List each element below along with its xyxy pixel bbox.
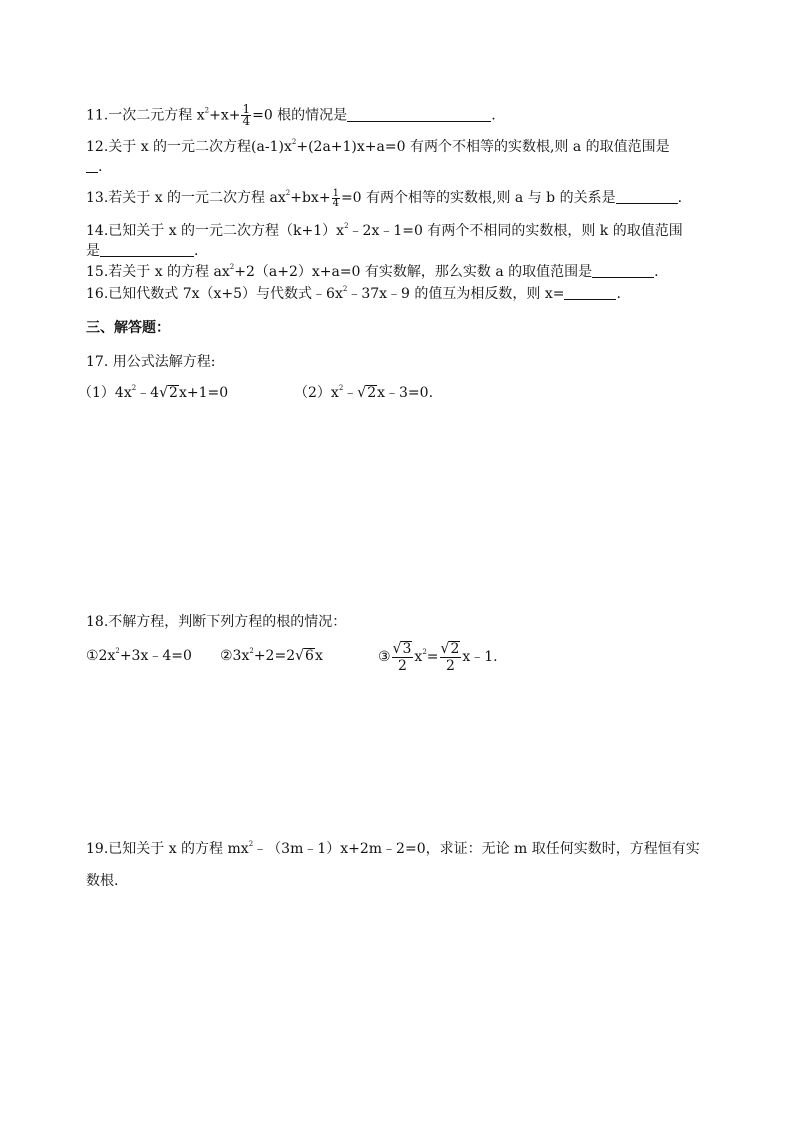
- fraction-denominator: 2: [398, 657, 407, 674]
- q14-text-c: 是: [86, 243, 100, 259]
- fraction: [440, 641, 462, 674]
- q11-text-a: 一次二元方程 x: [108, 107, 205, 124]
- question-19: [86, 839, 700, 859]
- section-heading: 三、解答题：: [86, 320, 170, 336]
- answer-blank[interactable]: [100, 242, 194, 257]
- fraction-numerator: 1: [242, 102, 251, 116]
- q17-p1-a: （1）4x: [78, 385, 132, 401]
- exponent: 2: [338, 384, 344, 392]
- q18-e3-a: ③: [378, 649, 391, 665]
- q19-text-b: ﹣（3m﹣1）x+2m﹣2=0，求证：无论 m 取任何实数时，方程恒有实: [253, 841, 700, 857]
- answer-blank[interactable]: [347, 107, 491, 122]
- q18-e3-c: =: [426, 649, 439, 665]
- q15-text-a: 15.若关于 x 的方程 ax: [86, 264, 230, 280]
- q19-text-a: 19.已知关于 x 的方程 mx: [86, 841, 249, 857]
- question-12: [86, 137, 670, 157]
- fraction-numerator: [392, 641, 414, 658]
- q17-p2-c: x﹣3=0.: [377, 385, 434, 401]
- q11-text-c: =0 根的情况是: [252, 107, 348, 124]
- question-15: [86, 262, 659, 282]
- exponent: 2: [285, 189, 291, 197]
- fraction-numerator: [440, 641, 462, 658]
- q16-text-b: ﹣37x﹣9 的值互为相反数，则 x=: [347, 286, 565, 302]
- q17-p1-c: x+1=0: [178, 385, 229, 401]
- fraction-numerator: 1: [332, 187, 339, 199]
- question-17-part-2: [294, 383, 433, 403]
- q15-end: .: [654, 264, 659, 280]
- q14-text-b: ﹣2x﹣1=0 有两个不相同的实数根，则 k 的取值范围: [348, 223, 683, 239]
- exponent: 2: [229, 263, 235, 271]
- answer-blank[interactable]: [564, 285, 616, 300]
- fraction-denominator: 4: [242, 114, 251, 128]
- question-16: [86, 284, 621, 304]
- exponent: 2: [291, 138, 297, 146]
- exponent: 2: [131, 384, 137, 392]
- answer-blank[interactable]: [616, 189, 678, 204]
- answer-blank[interactable]: [592, 263, 654, 278]
- fraction-denominator: 4: [332, 197, 339, 209]
- question-19-line2: 数根.: [86, 873, 119, 889]
- q12-end: .: [98, 159, 103, 175]
- question-18-eq-2: [220, 646, 323, 666]
- exponent: 2: [115, 647, 120, 655]
- q17-p2-b: ﹣: [343, 385, 358, 401]
- exponent: 2: [342, 285, 348, 293]
- q14-end: .: [194, 243, 199, 259]
- exponent: 2: [248, 840, 254, 848]
- q18-e1-b: +3x﹣4=0: [119, 648, 192, 664]
- q13-text-b: +bx+: [290, 190, 331, 206]
- q11-end: .: [491, 107, 496, 124]
- question-18-eq-1: [86, 646, 192, 666]
- q12-text-a: 12.关于 x 的一元二次方程(a-1)x: [86, 139, 292, 155]
- question-13: [86, 188, 682, 208]
- sqrt-symbol: √2: [357, 384, 377, 402]
- q18-e2-c: x: [314, 648, 323, 664]
- q13-text-c: =0 有两个相等的实数根,则 a 与 b 的关系是: [340, 190, 616, 206]
- q11-text-b: +x+: [209, 107, 241, 124]
- fraction: [392, 641, 414, 674]
- q18-e3-d: x﹣1.: [462, 649, 498, 665]
- q18-e1-a: ①2x: [86, 648, 116, 664]
- question-12-line2: [86, 157, 102, 177]
- q17-p1-b: ﹣4: [136, 385, 160, 401]
- q16-end: .: [616, 286, 621, 302]
- question-number: 11.: [86, 107, 109, 124]
- q17-p2-a: （2）x: [294, 385, 339, 401]
- exponent: 2: [422, 648, 427, 656]
- q13-end: .: [677, 190, 683, 206]
- fraction-denominator: 2: [445, 657, 455, 674]
- q18-e2-b: +2=2: [253, 648, 296, 664]
- question-14-line2: [86, 241, 198, 261]
- radicand: 6: [305, 648, 314, 664]
- q14-text-a: 14.已知关于 x 的一元二次方程（k+1）x: [86, 223, 345, 239]
- sqrt-symbol: √6: [295, 647, 314, 665]
- sqrt-symbol: √2: [440, 640, 460, 657]
- answer-blank[interactable]: [86, 158, 98, 173]
- sqrt-symbol: √2: [159, 384, 178, 402]
- question-18: 18.不解方程，判断下列方程的根的情况：: [86, 614, 347, 630]
- q13-text-a: 13.若关于 x 的一元二次方程 ax: [86, 190, 286, 206]
- q16-text-a: 16.已知代数式 7x（x+5）与代数式﹣6x: [86, 286, 343, 302]
- exponent: 2: [249, 647, 254, 655]
- radicand: 3: [402, 640, 412, 657]
- radicand: 2: [169, 385, 178, 401]
- question-17: 17. 用公式法解方程:: [86, 354, 216, 370]
- q18-e3-b: x: [414, 649, 423, 665]
- fraction: [241, 104, 251, 127]
- exponent: 2: [344, 222, 349, 230]
- exponent: 2: [204, 106, 210, 115]
- question-11: [86, 104, 496, 127]
- q12-text-b: +(2a+1)x+a=0 有两个不相等的实数根,则 a 的取值范围是: [296, 139, 670, 155]
- radicand: 2: [450, 640, 460, 657]
- question-17-part-1: [78, 383, 228, 403]
- question-18-eq-3: [378, 640, 498, 674]
- q18-e2-a: ②3x: [220, 648, 250, 664]
- question-14: [86, 221, 683, 241]
- fraction: [332, 189, 340, 208]
- q15-text-b: +2（a+2）x+a=0 有实数解，那么实数 a 的取值范围是: [234, 264, 593, 280]
- radicand: 2: [367, 385, 377, 401]
- sqrt-symbol: √3: [392, 640, 412, 657]
